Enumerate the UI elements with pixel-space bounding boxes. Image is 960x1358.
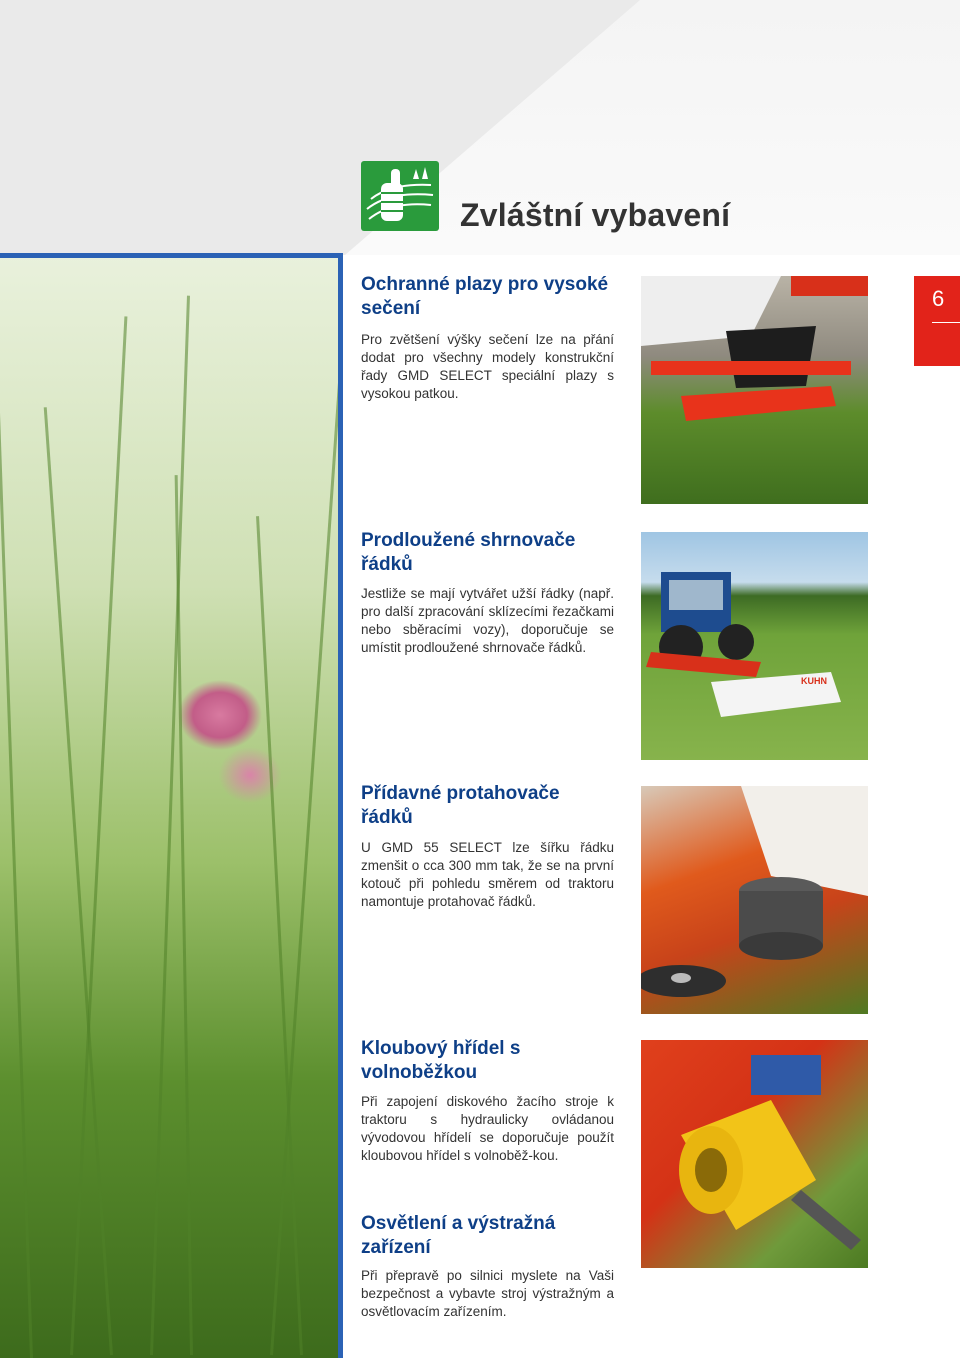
- section-text: Pro zvětšení výšky sečení lze na přání dodat pro všechny modely konstrukční řady GMD SELECT speciální plazy s vysokou patkou.: [361, 332, 614, 401]
- page-title: Zvláštní vybavení: [460, 197, 731, 233]
- chapter-tab: [914, 276, 960, 366]
- pto-shaft-photo: [641, 1040, 868, 1268]
- section-heading: Kloubový hřídel s volnoběžkou: [361, 1038, 521, 1083]
- brand-label: KUHN: [801, 676, 827, 686]
- blue-frame-right: [338, 253, 343, 1358]
- high-skid-photo: [641, 276, 868, 504]
- section-text: Při přepravě po silnici myslete na Vaši bezpečnost a vybavte stroj výstražným a osvětlovacím zařízením.: [361, 1268, 614, 1319]
- meadow-clover-photo: [0, 255, 340, 1358]
- chapter-number: 6: [932, 286, 945, 311]
- section-text: U GMD 55 SELECT lze šířku řádku zmenšit o cca 300 mm tak, že se na první kotouč při pohledu směrem od traktoru namontuje protahovač řádků.: [361, 840, 614, 909]
- swath-drum-photo: [641, 786, 868, 1014]
- section-text: Jestliže se mají vytvářet užší řádky (např. pro další zpracování sklízecími řezačkami nebo sběracími vozy), doporučuje se umístit prodloužené shrnovače řádků.: [361, 586, 614, 655]
- section-heading: Přídavné protahovače řádků: [361, 783, 560, 828]
- thumbs-up-field-icon: [361, 161, 439, 231]
- section-heading: Prodloužené shrnovače řádků: [361, 530, 576, 575]
- section-heading: Ochranné plazy pro vysoké sečení: [361, 274, 609, 319]
- section-text: Při zapojení diskového žacího stroje k traktoru s hydraulicky ovládanou vývodovou hřídelí se doporučuje použít kloubovou hřídel s volnoběž-kou.: [361, 1094, 614, 1163]
- blue-frame-top: [0, 253, 343, 258]
- chapter-tab-underline: [932, 322, 960, 323]
- tractor-mower-photo: [641, 532, 868, 760]
- section-heading: Osvětlení a výstražná zařízení: [361, 1213, 556, 1258]
